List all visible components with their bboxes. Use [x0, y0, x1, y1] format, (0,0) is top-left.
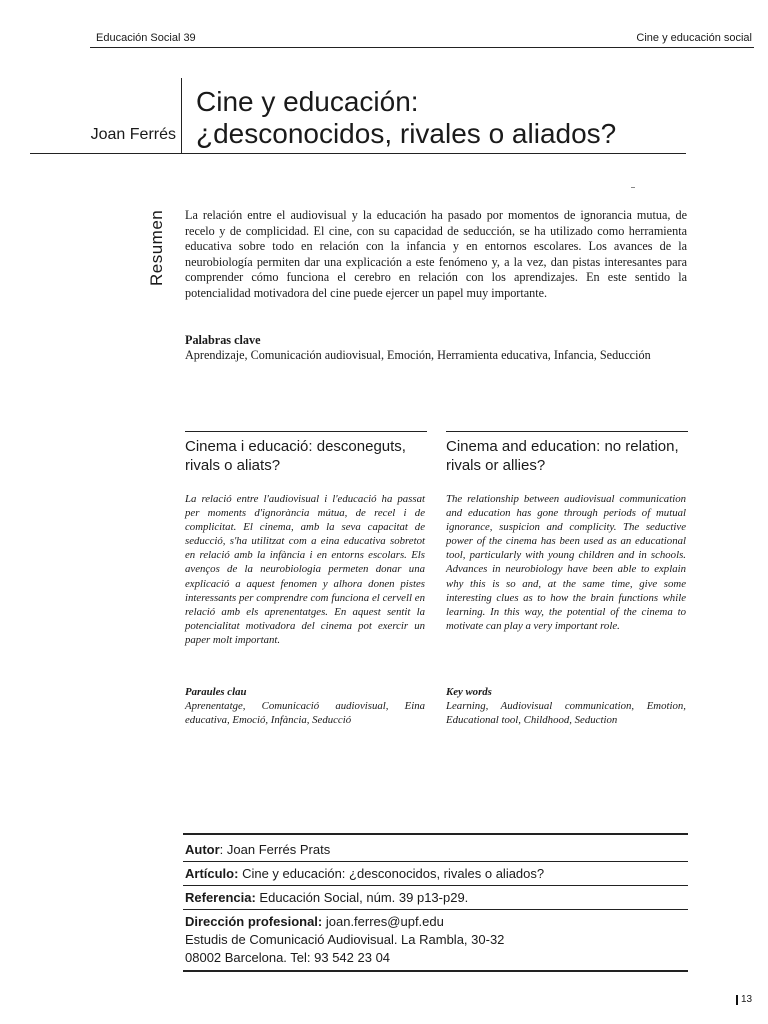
- header-divider: [90, 47, 754, 48]
- info-reference: [185, 890, 468, 905]
- keywords-spanish-heading: Palabras clave: [185, 333, 261, 347]
- info-email[interactable]: joan.ferres@upf.edu: [322, 914, 444, 929]
- info-box-divider: [183, 885, 688, 886]
- info-article-label: Artículo:: [185, 866, 239, 881]
- info-reference-label: Referencia:: [185, 890, 256, 905]
- info-box-divider: [183, 909, 688, 910]
- info-article: [185, 866, 544, 881]
- page-number: 13: [741, 994, 753, 1005]
- info-address-line: Estudis de Comunicació Audiovisual. La Rambla, 30-32: [185, 932, 505, 947]
- english-column-divider: [446, 431, 688, 432]
- catalan-column-divider: [185, 431, 427, 432]
- article-author: Joan Ferrés: [90, 126, 176, 143]
- abstract-english: The relationship between audiovisual communication and education has gone through periods of mutual ignorance, suspicion and complicity. The seductive power of the cinema has been used as an educational tool, particularly with young children and in schools. Advances in neurobiology have been able to explain why this is so and, at the same time, give some interesting clues as to how the brain functions while learning. In this way, the potential of the cinema to motivate can play a very important role.: [446, 493, 686, 632]
- info-author: [185, 842, 330, 857]
- title-horizontal-divider: [30, 153, 686, 154]
- resumen-vertical-label: Resumen: [147, 209, 166, 286]
- info-box-top-rule: [183, 833, 688, 835]
- title-english: Cinema and education: no relation, rivals or allies?: [446, 438, 679, 474]
- keywords-catalan: Aprenentatge, Comunicació audiovisual, Eina educativa, Emoció, Infància, Seducció: [185, 700, 425, 726]
- page-number-mark: [736, 995, 738, 1005]
- keywords-spanish: Aprendizaje, Comunicación audiovisual, Emoción, Herramienta educativa, Infancia, Seducción: [185, 348, 651, 362]
- running-header-journal: Educación Social 39: [96, 32, 196, 44]
- scan-speck: [631, 187, 635, 188]
- info-address: [185, 914, 444, 929]
- info-address-line: 08002 Barcelona. Tel: 93 542 23 04: [185, 950, 391, 965]
- title-catalan: Cinema i educació: desconeguts, rivals o aliats?: [185, 438, 406, 474]
- keywords-english-heading: Key words: [446, 686, 492, 698]
- info-reference-value: Educación Social, núm. 39 p13-p29.: [255, 890, 469, 905]
- abstract-spanish: La relación entre el audiovisual y la educación ha pasado por momentos de ignorancia mutua, de recelo y de complicidad. El cine, con su capacidad de seducción, se ha utilizado como herramienta educativa sobre todo en relación con la infancia y en entornos escolares. Los avances de la neurobiología permiten dar una explicación a este fenómeno y, a la vez, dan pistas interesantes para comprender cómo funciona el cerebro en relación con los aprendizajes. En este sentido la potencialidad motivadora del cine puede ejercer un papel muy importante.: [185, 208, 687, 300]
- running-header-section: Cine y educación social: [636, 32, 752, 44]
- title-vertical-divider: [181, 78, 182, 154]
- abstract-catalan: La relació entre l'audiovisual i l'educació ha passat per moments d'ignorància mútua, de recel i de complicitat. El cinema, amb la seva capacitat de seducció, s'ha utilitzat com a eina educativa sobretot en relació amb la infància i en entorns escolars. Els avenços de la neurobiologia permeten donar una explicació a aquest fenomen y alhora donen pistes interessants per comprendre com funciona el cervell en relació amb els aprenentatges. En aquest sentit la potencialitat motivadora del cinema pot exercir un paper molt important.: [185, 493, 425, 646]
- info-address-label: Dirección profesional:: [185, 914, 323, 929]
- article-title-line-2: ¿desconocidos, rivales o aliados?: [196, 118, 617, 149]
- info-box-divider: [183, 861, 688, 862]
- keywords-catalan-heading: Paraules clau: [185, 686, 247, 698]
- keywords-english: Learning, Audiovisual communication, Emotion, Educational tool, Childhood, Seduction: [446, 700, 686, 726]
- info-author-label: Autor: [185, 842, 220, 857]
- info-author-value: : Joan Ferrés Prats: [219, 842, 331, 857]
- info-article-value: Cine y educación: ¿desconocidos, rivales o aliados?: [238, 866, 545, 881]
- article-title-line-1: Cine y educación:: [196, 86, 419, 117]
- info-box-bottom-rule: [183, 970, 688, 972]
